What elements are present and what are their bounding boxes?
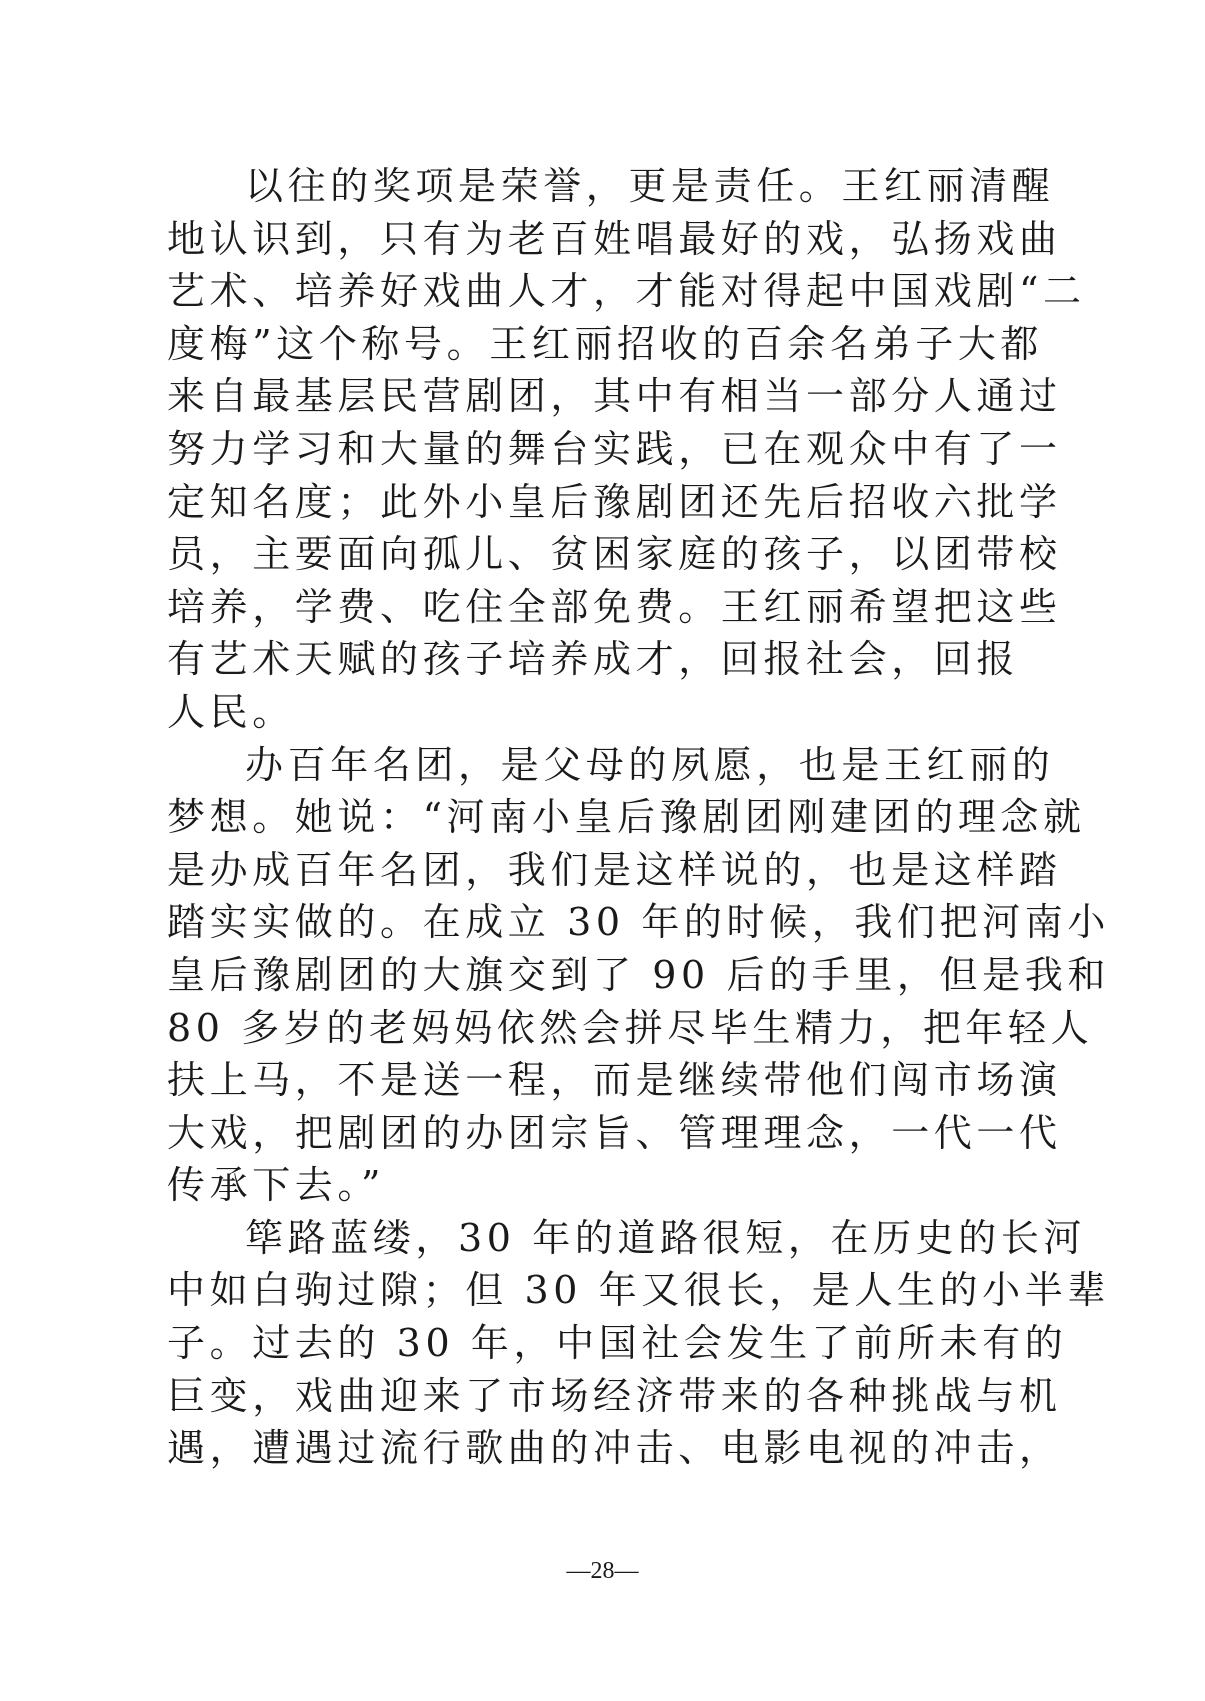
paragraph-3-line-5: 遇，遭遇过流行歌曲的冲击、电影电视的冲击， (167, 1426, 1062, 1471)
paragraph-2-line-9: 传承下去。” (167, 1163, 386, 1208)
paragraph-1-line-1: 以往的奖项是荣誉，更是责任。王红丽清醒 (245, 164, 1055, 208)
paragraph-1-line-7: 定知名度；此外小皇后豫剧团还先后招收六批学 (167, 479, 1062, 524)
paragraph-1-line-9: 培养，学费、吃住全部免费。王红丽希望把这些 (167, 584, 1062, 629)
paragraph-1-line-4: 度梅”这个称号。王红丽招收的百余名弟子大都 (167, 321, 1044, 366)
paragraph-2-line-4: 踏实实做的。在成立 30 年的时候，我们把河南小 (167, 900, 1110, 945)
paragraph-3-line-2: 中如白驹过隙；但 30 年又很长，是人生的小半辈 (167, 1268, 1110, 1313)
paragraph-2-line-1: 办百年名团，是父母的夙愿，也是王红丽的 (245, 742, 1055, 787)
paragraph-1-line-6: 努力学习和大量的舞台实践，已在观众中有了一 (167, 426, 1062, 471)
body-text (167, 160, 1110, 1475)
paragraph-2-line-8: 大戏，把剧团的办团宗旨、管理理念，一代一代 (167, 1110, 1062, 1155)
paragraph-3-line-4: 巨变，戏曲迎来了市场经济带来的各种挑战与机 (167, 1373, 1062, 1418)
paragraph-1-line-10: 有艺术天赋的孩子培养成才，回报社会，回报 (167, 637, 1020, 682)
paragraph-2-line-7: 扶上马，不是送一程，而是继续带他们闯市场演 (167, 1058, 1062, 1103)
paragraph-1-line-2: 地认识到，只有为老百姓唱最好的戏，弘扬戏曲 (167, 216, 1062, 261)
paragraph-1-line-8: 员，主要面向孤儿、贫困家庭的孩子，以团带校 (167, 532, 1062, 577)
paragraph-2-line-2: 梦想。她说：“河南小皇后豫剧团刚建团的理念就 (167, 795, 1086, 840)
paragraph-3-line-1: 筚路蓝缕，30 年的道路很短，在历史的长河 (245, 1215, 1087, 1260)
paragraph-2-line-6: 80 多岁的老妈妈依然会拼尽毕生精力，把年轻人 (167, 1005, 1094, 1050)
paragraph-3-line-3: 子。过去的 30 年，中国社会发生了前所未有的 (167, 1321, 1068, 1366)
paragraph-2-line-5: 皇后豫剧团的大旗交到了 90 后的手里，但是我和 (167, 952, 1110, 997)
page-number: —28— (566, 1558, 639, 1584)
paragraph-2-line-3: 是办成百年名团，我们是这样说的，也是这样踏 (167, 847, 1062, 892)
paragraph-1-line-11: 人民。 (167, 689, 295, 734)
paragraph-1-line-3: 艺术、培养好戏曲人才，才能对得起中国戏剧“二 (167, 269, 1086, 314)
paragraph-1-line-5: 来自最基层民营剧团，其中有相当一部分人通过 (167, 374, 1062, 419)
